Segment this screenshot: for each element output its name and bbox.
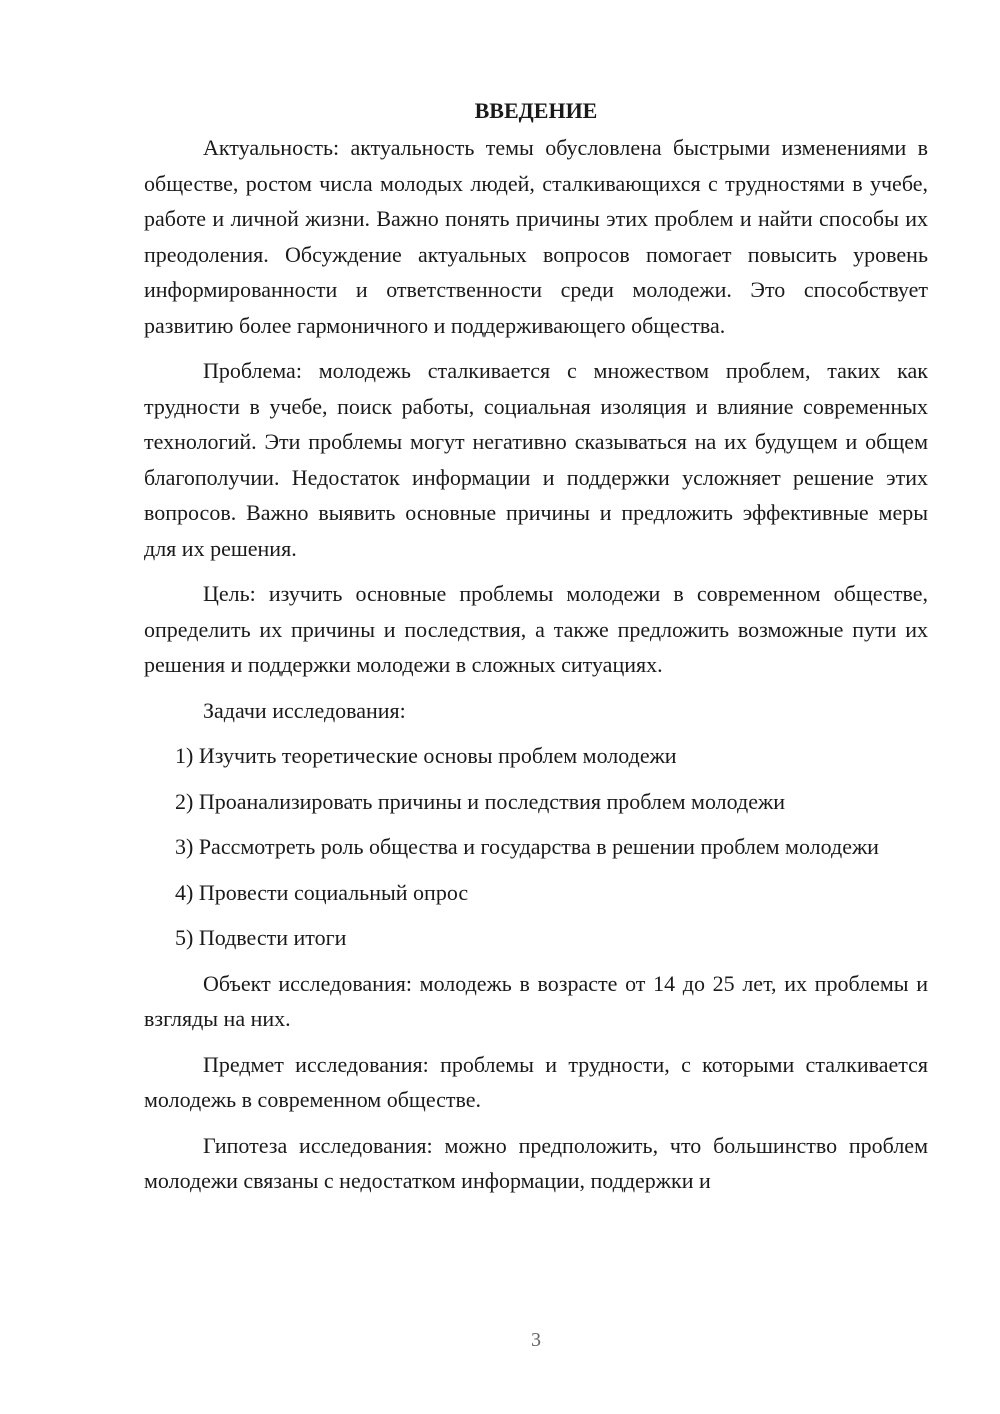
page-number: 3 [531, 1329, 541, 1351]
paragraph-problem: Проблема: молодежь сталкивается с множеством проблем, таких как трудности в учебе, поиск работы, социальная изоляция и влияние современных технологий. Эти проблемы могут негативно сказываться на их будущем и общем благополучии. Недостаток информации и поддержки усложняет решение этих вопросов. Важно выявить основные причины и предложить эффективные меры для их решения. [144, 358, 928, 561]
page-title: ВВЕДЕНИЕ [474, 98, 598, 123]
task-item-1: 1) Изучить теоретические основы проблем молодежи [175, 743, 677, 768]
task-item-2: 2) Проанализировать причины и последствия проблем молодежи [175, 788, 785, 814]
task-item-3: 3) Рассмотреть роль общества и государства в решении проблем молодежи [175, 834, 879, 859]
paragraph-subject: Предмет исследования: проблемы и трудности, с которыми сталкивается молодежь в современном обществе. [144, 1051, 928, 1112]
paragraph-goal: Цель: изучить основные проблемы молодежи в современном обществе, определить их причины и последствия, а также предложить возможные пути их решения и поддержки молодежи в сложных ситуациях. [144, 581, 928, 677]
task-item-5: 5) Подвести итоги [175, 925, 347, 950]
document-page [144, 93, 928, 1199]
paragraph-relevance: Актуальность: актуальность темы обусловлена быстрыми изменениями в обществе, ростом числа молодых людей, сталкивающихся с трудностями в учебе, работе и личной жизни. Важно понять причины этих проблем и найти способы их преодоления. Обсуждение актуальных вопросов помогает повысить уровень информированности и ответственности среди молодежи. Это способствует развитию более гармоничного и поддерживающего общества. [144, 135, 928, 338]
tasks-heading: Задачи исследования: [203, 697, 406, 723]
paragraph-hypothesis: Гипотеза исследования: можно предположить, что большинство проблем молодежи связаны с недостатком информации, поддержки и [144, 1132, 928, 1193]
paragraph-object: Объект исследования: молодежь в возрасте от 14 до 25 лет, их проблемы и взгляды на них. [144, 970, 928, 1031]
task-item-4: 4) Провести социальный опрос [175, 879, 469, 905]
